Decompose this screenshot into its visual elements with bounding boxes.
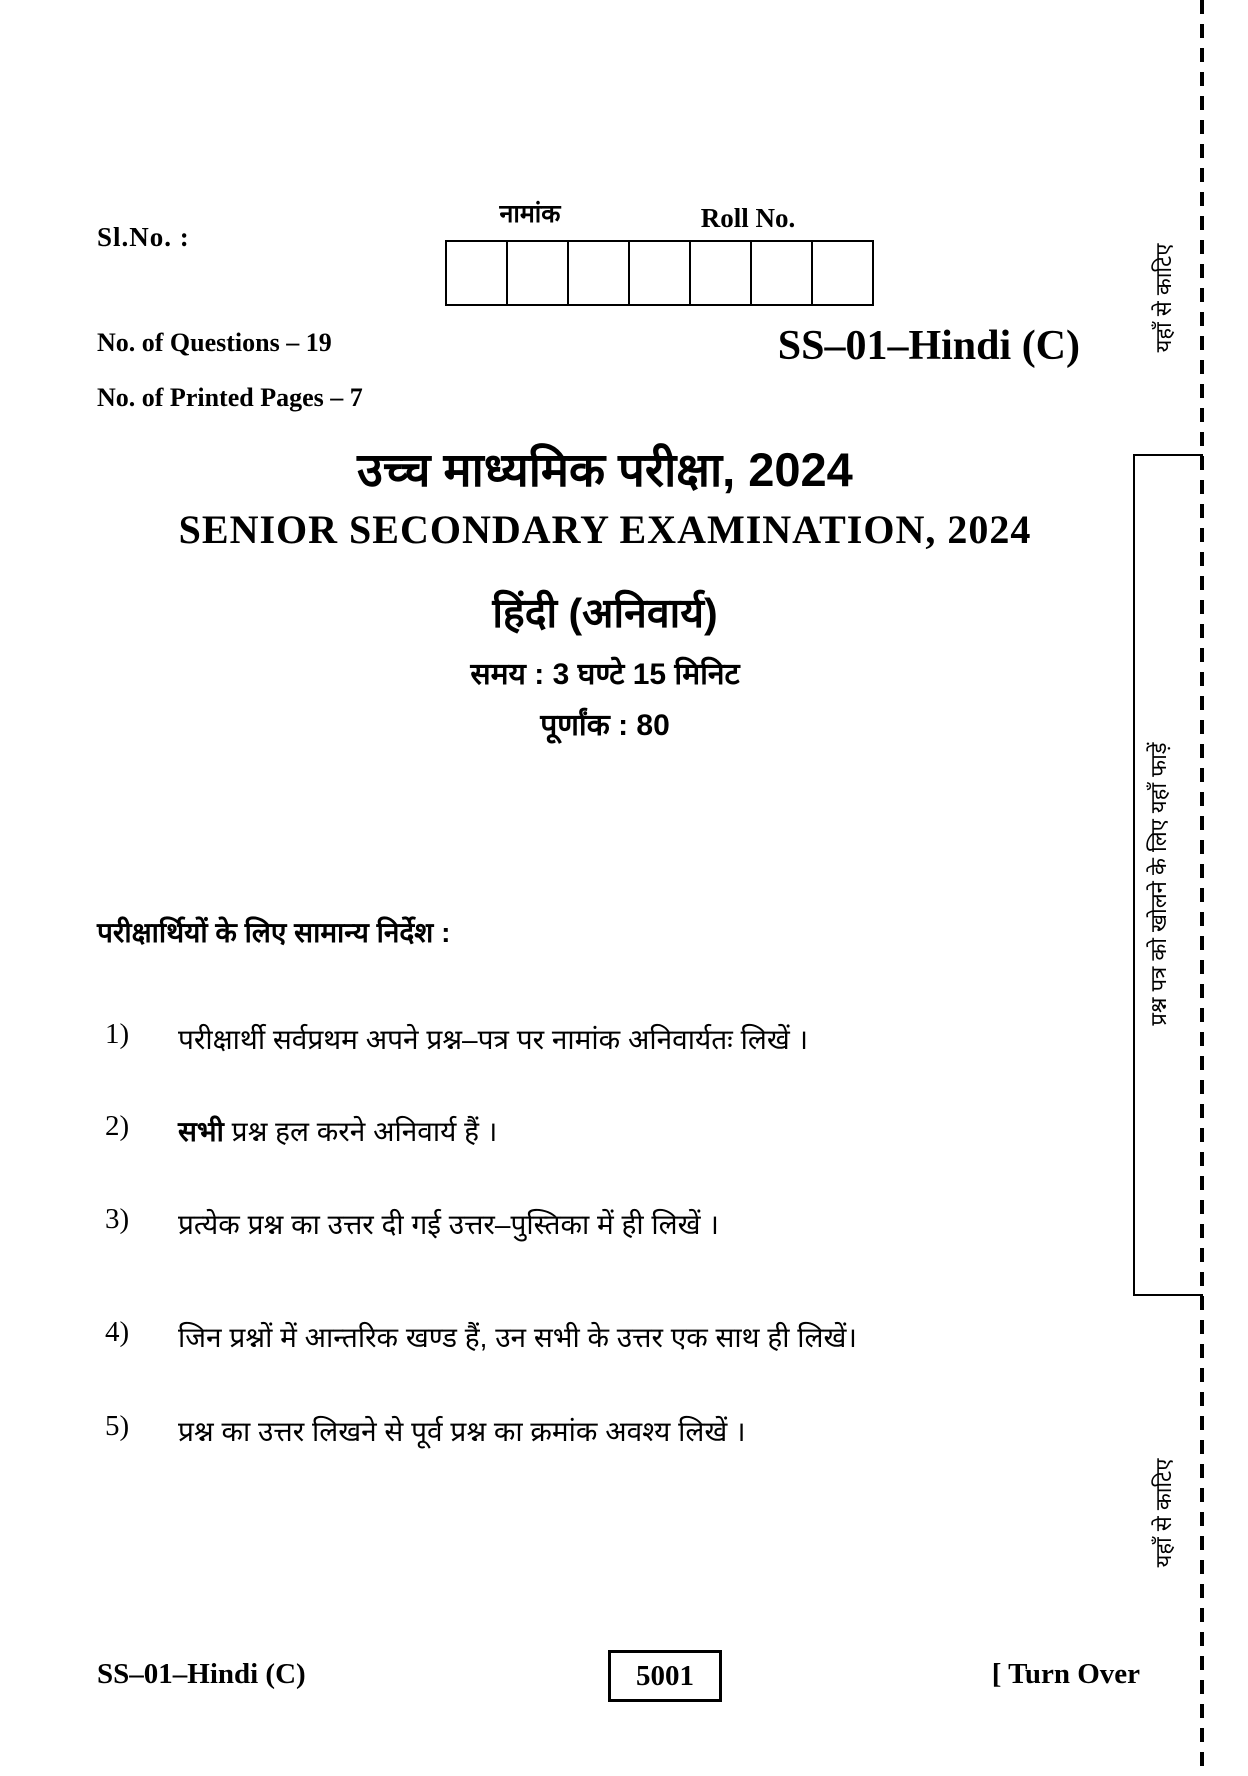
instruction-plain-part: परीक्षार्थी सर्वप्रथम अपने प्रश्न–पत्र पर नामांक अनिवार्यतः लिखें । [178,1024,809,1055]
namank-label: नामांक [499,200,561,228]
instruction-text [178,1412,1038,1450]
roll-box-cell [750,240,813,306]
instruction-plain-part: प्रत्येक प्रश्न का उत्तर दी गई उत्तर–पुस्तिका में ही लिखें । [178,1209,719,1240]
instruction-text [178,1020,1038,1058]
instruction-number: 3) [105,1203,130,1235]
cut-here-top-label: यहाँ से काटिए [1151,243,1176,353]
center-code-box [608,1650,722,1702]
instruction-text [178,1112,1038,1150]
instruction-number: 4) [105,1316,130,1348]
instruction-text [178,1318,1038,1356]
exam-title-hindi: उच्च माध्यमिक परीक्षा, 2024 [357,443,853,496]
instructions-heading: परीक्षार्थियों के लिए सामान्य निर्देश : [97,917,451,948]
roll-box-cell [689,240,752,306]
roll-box-cell [506,240,569,306]
turn-over-label: [ Turn Over [991,1658,1140,1690]
cut-here-bottom-label: यहाँ से काटिए [1151,1458,1176,1568]
max-marks: पूर्णांक : 80 [540,709,670,742]
instruction-number: 2) [105,1110,130,1142]
instruction-plain-part: जिन प्रश्नों में आन्तरिक खण्ड हैं, उन सभी के उत्तर एक साथ ही लिखें। [178,1322,857,1353]
subject-title: हिंदी (अनिवार्य) [492,590,718,636]
roll-box-cell [445,240,508,306]
paper-code-header: SS–01–Hindi (C) [777,323,1080,369]
roll-no-label: Roll No. [700,203,796,233]
num-questions-label: No. of Questions – 19 [97,328,332,357]
instruction-text [178,1205,1038,1243]
time-allowed: समय : 3 घण्टे 15 मिनिट [470,658,740,691]
roll-box-cell [567,240,630,306]
center-code: 5001 [636,1659,694,1692]
roll-box-cell [811,240,874,306]
tear-here-label: प्रश्न पत्र को खोलने के लिए यहाँ फाड़ें [1146,742,1171,1026]
instruction-number: 1) [105,1018,130,1050]
paper-code-footer: SS–01–Hindi (C) [97,1658,306,1690]
instruction-bold-part: सभी [178,1116,224,1147]
instruction-number: 5) [105,1410,130,1442]
exam-title-english: SENIOR SECONDARY EXAMINATION, 2024 [178,507,1032,552]
instruction-plain-part: प्रश्न का उत्तर लिखने से पूर्व प्रश्न का क्रमांक अवश्य लिखें । [178,1416,746,1447]
num-printed-pages-label: No. of Printed Pages – 7 [97,383,363,412]
serial-number-label: Sl.No. : [97,222,190,252]
instruction-plain-part: प्रश्न हल करने अनिवार्य हैं । [223,1116,498,1147]
roll-number-boxes [445,240,874,306]
roll-box-cell [628,240,691,306]
